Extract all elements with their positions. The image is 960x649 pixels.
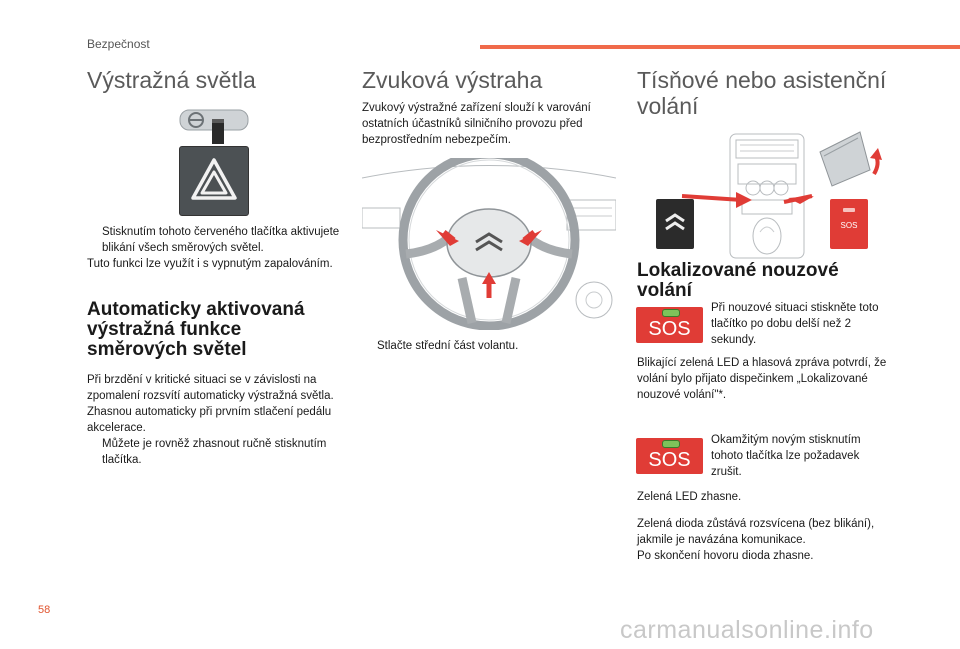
console-arrows [676,188,816,212]
assistance-button [656,199,694,249]
hazard-text-block [87,224,342,272]
sos-press-text: Při nouzové situaci stiskněte toto tlačítko po dobu delší než 2 sekundy. [711,302,879,346]
section-label: Bezpečnost [87,37,150,51]
hazard-button [179,146,249,216]
hazard-bullet: Stisknutím tohoto červeného tlačítka aktivujete blikání všech směrových světel. [102,226,340,254]
hazard-text: Tuto funkci lze využít i s vypnutým zapalováním. [87,258,333,270]
sos-button-small [830,199,868,249]
sos-small-label: SOS [840,221,858,230]
overhead-module-illustration [814,130,894,190]
sos-led-2 [662,440,680,448]
page-number: 58 [38,604,51,616]
led-steady-text-block [637,516,907,564]
mirror-illustration [178,106,252,146]
sos-confirm-text: Blikající zelená LED a hlasová zpráva potvrdí, že volání bylo přijato dispečinkem „Lokalizované nouzové volání"*. [637,357,887,401]
auto-hazard-text-block [87,372,342,468]
horn-title: Zvuková výstraha [362,67,543,93]
auto-hazard-bullet: Můžete je rovněž zhasnout ručně stisknutím tlačítka. [102,438,327,466]
hazard-lights-title: Výstražná světla [87,67,256,93]
horn-bullet-block [362,338,607,354]
chevron-logo-icon [656,199,694,249]
sos-led-small [843,208,855,212]
led-steady-text: Zelená dioda zůstává rozsvícena (bez blikání), jakmile je navázána komunikace. [637,518,875,546]
led-end-text: Po skončení hovoru dioda zhasne. [637,550,814,562]
sos-button-2 [636,438,703,474]
auto-hazard-text1: Při brzdění v kritické situaci se v závislosti na zpomalení rozsvítí automaticky výstražná světla. [87,374,334,402]
auto-hazard-text2: Zhasnou automaticky při prvním stlačení pedálu akcelerace. [87,406,332,434]
header-accent-bar [480,45,960,49]
sos-cancel-text: Okamžitým novým stisknutím tohoto tlačítka lze požadavek zrušit. [711,434,861,478]
sos-button-1 [636,307,703,343]
horn-bullet: Stlačte střední část volantu. [377,340,519,352]
led-off-text: Zelená LED zhasne. [637,491,742,503]
localized-call-subtitle: Lokalizované nouzové volání [637,260,839,301]
horn-text: Zvukový výstražné zařízení slouží k varování ostatních účastníků silničního provozu před bezprostředním nebezpečím. [362,102,591,146]
emergency-call-title: Tísňové nebo asistenční volání [637,67,887,119]
watermark: carmanualsonline.info [620,616,874,644]
steering-wheel-illustration [362,158,616,330]
auto-hazard-subtitle: Automaticky aktivovaná výstražná funkce směrových světel [87,299,305,360]
sos-label-2: SOS [648,449,691,471]
sos-led-1 [662,309,680,317]
hazard-triangle-icon [180,147,248,215]
sos-label-1: SOS [648,318,691,340]
